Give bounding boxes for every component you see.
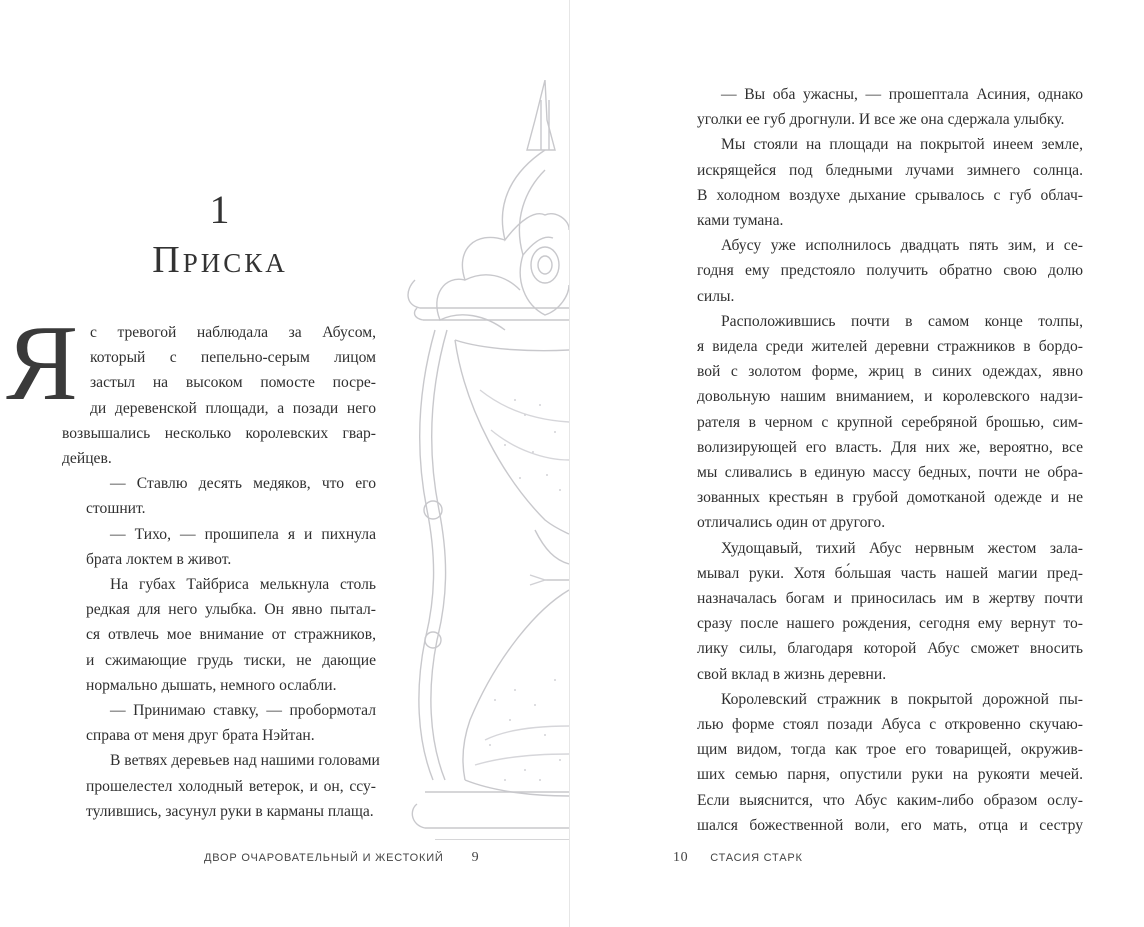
text-line: Худощавый, тихий Абус нервным жестом зала-: [721, 539, 1083, 557]
text-line: рателя в черном с крупной серебряной брошью, сим-: [697, 413, 1083, 431]
text-line: брата локтем в живот.: [86, 550, 232, 568]
text-line: — Ставлю десять медяков, что его: [110, 475, 376, 493]
text-line: ками тумана.: [697, 212, 784, 230]
text-line: Абусу уже исполнилось двадцать пять зим, и се-: [721, 237, 1083, 255]
paragraph: [62, 698, 376, 748]
text-line: Королевский стражник в покрытой дорожной пы-: [721, 690, 1083, 708]
text-line: силы.: [697, 287, 735, 305]
text-line: Мы стояли на площади на покрытой инеем земле,: [721, 136, 1083, 154]
text-line: отличались один от другого.: [697, 514, 886, 532]
text-line: Если выяснится, что Абус каким-либо образом ослу-: [697, 791, 1083, 809]
text-line: — Тихо, — прошипела я и пихнула: [110, 525, 376, 543]
text-line: лью форме стоял позади Абуса с откровенно скучаю-: [697, 716, 1083, 734]
opening-paragraph: [6, 304, 376, 423]
text-line: — Вы оба ужасны, — прошептала Асиния, однако: [721, 86, 1083, 103]
paragraph: [673, 309, 1083, 536]
drop-cap-letter: Я: [6, 304, 79, 423]
text-line: годня ему предстояло получить обратно свою долю: [697, 262, 1083, 280]
book-title-footer: ДВОР ОЧАРОВАТЕЛЬНЫЙ И ЖЕСТОКИЙ: [204, 852, 444, 864]
text-line: ших семью парня, опустили руки на рукояти мечей.: [697, 766, 1083, 784]
text-line: В ветвях деревьев над нашими головами: [110, 752, 380, 770]
paragraph: [673, 687, 1083, 838]
left-running-footer: [204, 850, 479, 866]
paragraph: [62, 522, 376, 572]
text-line: волизирующей его власть. Для них же, вероятно, все: [697, 438, 1083, 456]
paragraph: [673, 132, 1083, 233]
text-line: лику силы, благодаря которой Абус сможет вносить: [697, 640, 1083, 658]
text-line: ди деревенской площади, а позади него: [90, 399, 376, 417]
text-line: На губах Тайбриса мелькнула столь: [110, 576, 376, 594]
text-line: я видела среди жителей деревни стражников в бордо-: [697, 338, 1083, 356]
text-line: назначалась богам и приносилась им в жертву почти: [697, 590, 1083, 608]
text-line: нормально дышать, немного ослабли.: [86, 676, 337, 694]
paragraph: [673, 233, 1083, 309]
text-line: тулившись, засунул руки в карманы плаща.: [86, 802, 374, 820]
paragraph: [62, 471, 376, 521]
text-line: зованных крестьян в грубой домотканой одежде и не: [697, 489, 1083, 507]
right-body-text: [673, 82, 1083, 838]
text-line: Расположившись почти в самом конце толпы,: [721, 312, 1083, 330]
paragraph: [62, 572, 376, 698]
text-line: шался божественной воли, его мать, отца и сестру: [697, 816, 1083, 834]
text-line: с тревогой наблюдала за Абусом,: [90, 324, 376, 341]
paragraph: [62, 421, 376, 471]
text-line: редкая для него улыбка. Он явно пытал-: [86, 601, 376, 619]
paragraph: [673, 536, 1083, 687]
text-line: искрящейся под бледными лучами зимнего солнца.: [697, 161, 1083, 179]
text-line: дейцев.: [62, 450, 112, 468]
paragraph: [62, 748, 380, 824]
text-line: довольную нашим вниманием, и королевского надзи-: [697, 388, 1083, 406]
text-line: прошелестел холодный ветерок, и он, ссу-: [86, 777, 376, 795]
text-line: справа от меня друг брата Нэйтан.: [86, 727, 315, 745]
text-line: свой вклад в жизнь деревни.: [697, 665, 887, 683]
text-line: возвышались несколько королевских гвар-: [62, 424, 376, 442]
text-line: застыл на высоком помосте посре-: [90, 374, 376, 392]
text-line: мывал руки. Хотя бо́льшая часть нашей магии пред-: [697, 564, 1083, 582]
chapter-number: 1: [209, 187, 231, 232]
text-line: В холодном воздухе дыхание срывалось с губ облач-: [697, 186, 1083, 204]
text-line: уголки ее губ дрогнули. И все же она сдержала улыбку.: [697, 111, 1065, 129]
right-running-footer: [673, 850, 803, 866]
text-line: и сжимающие грудь тиски, не дающие: [86, 651, 376, 669]
text-line: сразу после нашего рождения, сегодня ему вернут то-: [697, 615, 1083, 633]
chapter-title: Приска: [152, 239, 288, 281]
page-number: 9: [471, 850, 480, 865]
text-line: щим видом, тогда как трое его товарищей, окружив-: [697, 741, 1083, 759]
text-line: ся отвлечь мое внимание от стражников,: [86, 626, 376, 644]
text-line: — Принимаю ставку, — пробормотал: [110, 702, 376, 720]
text-line: стошнит.: [86, 500, 146, 518]
hourglass-ornament-illustration: [395, 80, 569, 840]
left-body-text: [6, 304, 380, 824]
text-line: мы сливались в единую массу бедных, почти не обра-: [697, 464, 1083, 482]
text-line: который с пепельно-серым лицом: [90, 349, 376, 367]
text-line: вой с золотом форме, жриц в синих одеждах, явно: [697, 363, 1083, 381]
paragraph: [673, 82, 1083, 132]
page-number: 10: [673, 850, 689, 865]
left-page: [0, 0, 569, 927]
author-footer: СТАСИЯ СТАРК: [710, 852, 803, 864]
